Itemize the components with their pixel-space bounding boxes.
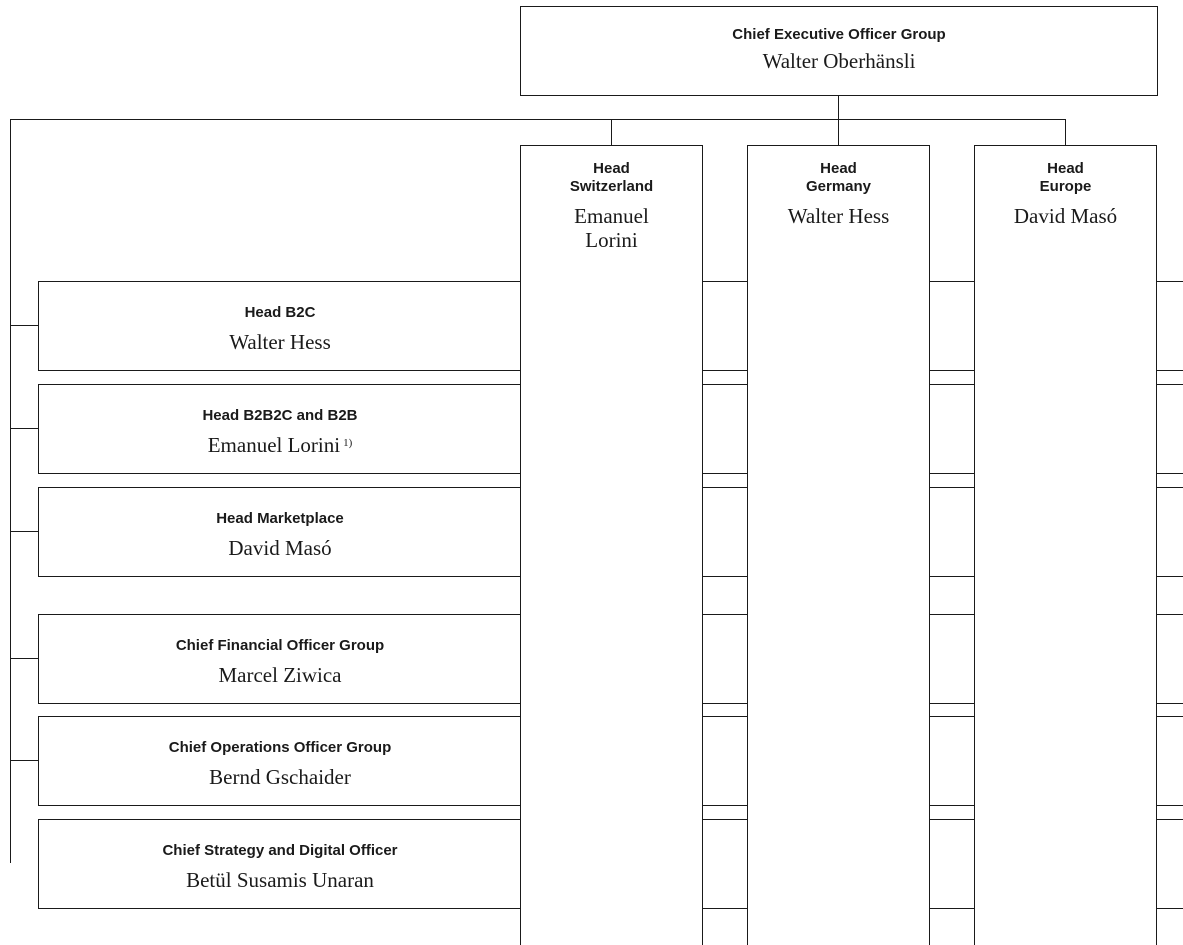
branch-line-cfo [10, 658, 39, 659]
region-title-line2: Switzerland [569, 178, 654, 195]
function-name [39, 662, 521, 688]
function-title: Head B2B2C and B2B [202, 407, 358, 424]
branch-line-b2b2c [10, 428, 39, 429]
name-line1: Emanuel [574, 204, 649, 228]
function-title: Head B2C [244, 304, 316, 321]
function-label-coo [39, 717, 521, 805]
function-title: Chief Strategy and Digital Officer [162, 842, 398, 859]
function-title: Chief Financial Officer Group [175, 637, 385, 654]
person-name: Bernd Gschaider [209, 765, 351, 789]
ceo-stem-line [838, 96, 839, 120]
person-name: Marcel Ziwica [218, 663, 342, 687]
region-column-germany [747, 145, 930, 945]
function-label-cfo [39, 615, 521, 703]
function-name [39, 535, 521, 561]
region-head-name: Walter Hess [787, 204, 890, 228]
region-title-line2: Germany [805, 178, 872, 195]
branch-line-marketplace [10, 531, 39, 532]
region-head-name [521, 204, 702, 252]
function-name [39, 867, 521, 893]
region-head-name: David Masó [1013, 204, 1118, 228]
function-name [39, 329, 521, 355]
ceo-box [520, 6, 1158, 96]
function-label-marketplace [39, 488, 521, 576]
function-title: Head Marketplace [216, 510, 344, 527]
person-name: Betül Susamis Unaran [186, 868, 374, 892]
drop-line-europe [1065, 119, 1066, 146]
region-column-europe [974, 145, 1157, 945]
name-line2: Lorini [585, 228, 638, 252]
function-name [39, 432, 521, 458]
drop-line-germany [838, 119, 839, 146]
left-vertical-connector [10, 119, 11, 863]
function-name [39, 764, 521, 790]
function-label-csdo [39, 820, 521, 908]
branch-line-b2c [10, 325, 39, 326]
region-title-line2: Europe [1039, 178, 1092, 195]
drop-line-switzerland [611, 119, 612, 146]
top-horizontal-connector [10, 119, 1066, 120]
person-name: Emanuel Lorini [207, 433, 341, 457]
function-label-b2b2c [39, 385, 521, 473]
function-label-b2c [39, 282, 521, 370]
person-name: David Masó [228, 536, 332, 560]
region-title-line1: Head [820, 160, 857, 177]
footnote-marker: 1) [343, 437, 353, 449]
ceo-name: Walter Oberhänsli [762, 49, 916, 73]
region-title-line1: Head [1047, 160, 1084, 177]
function-title: Chief Operations Officer Group [168, 739, 392, 756]
branch-line-coo [10, 760, 39, 761]
region-title-line1: Head [593, 160, 630, 177]
region-column-switzerland [520, 145, 703, 945]
ceo-title: Chief Executive Officer Group [732, 26, 946, 43]
person-name: Walter Hess [229, 330, 331, 354]
